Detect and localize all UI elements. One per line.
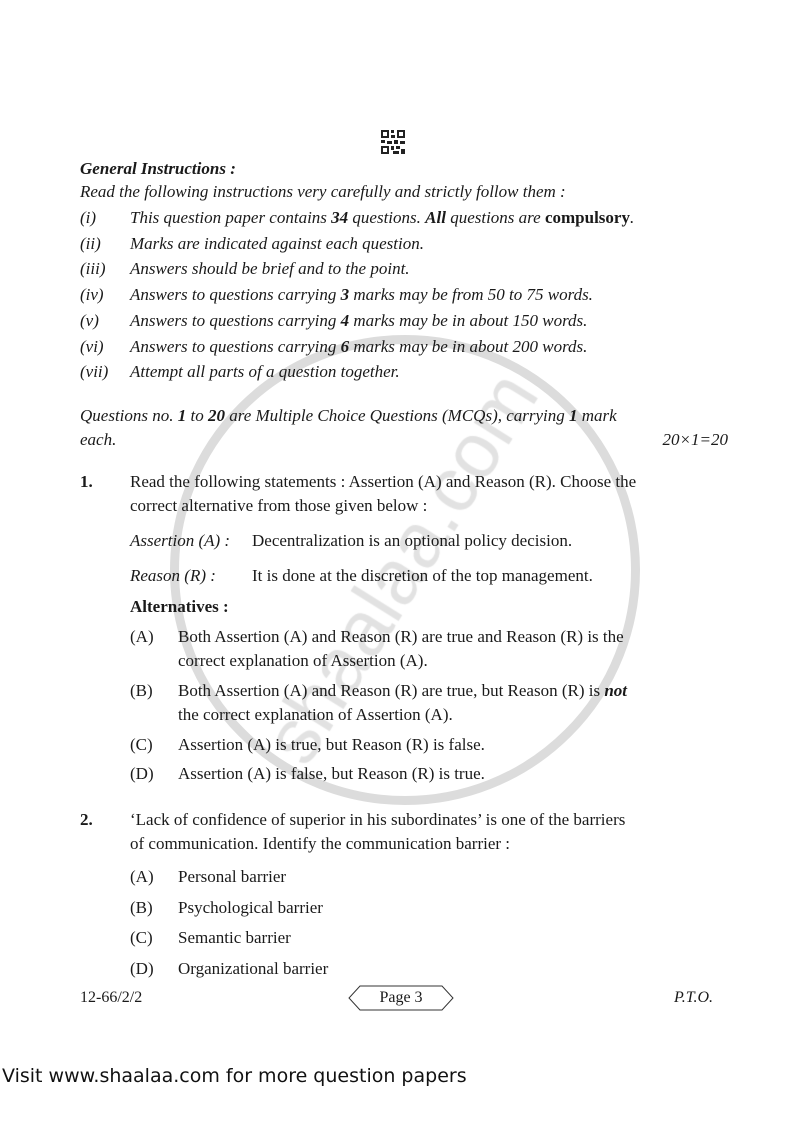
- option-text: Organizational barrier: [178, 959, 329, 978]
- option-text: Psychological barrier: [178, 898, 323, 917]
- pto-label: P.T.O.: [674, 989, 713, 1006]
- instructions-intro: Read the following instructions very carefully and strictly follow them :: [80, 182, 566, 201]
- item-text: Answers to questions carrying 6 marks may be in about 200 words.: [130, 337, 588, 356]
- option-label: (C): [130, 735, 153, 754]
- item-text: This question paper contains 34 questions. All questions are compulsory.: [130, 208, 635, 227]
- option-text: Assertion (A) is true, but Reason (R) is false.: [178, 735, 485, 754]
- item-text: Answers to questions carrying 3 marks may be from 50 to 75 words.: [130, 285, 593, 304]
- option-text: the correct explanation of Assertion (A).: [178, 705, 453, 724]
- option-text: correct explanation of Assertion (A).: [178, 651, 428, 670]
- item-number: (vii): [80, 362, 109, 381]
- option-label: (D): [130, 764, 154, 783]
- option-label: (A): [130, 627, 154, 646]
- item-text: Attempt all parts of a question together.: [130, 362, 400, 381]
- option-label: (D): [130, 959, 154, 978]
- option-text: Both Assertion (A) and Reason (R) are true and Reason (R) is the: [178, 627, 624, 646]
- option-label: (B): [130, 681, 153, 700]
- qr-code-icon: [381, 130, 405, 154]
- assertion-label: Assertion (A) :: [130, 531, 231, 550]
- reason-label: Reason (R) :: [130, 566, 216, 585]
- page-number: Page 3: [379, 989, 423, 1006]
- promo-banner: Visit www.shaalaa.com for more question papers: [2, 1065, 467, 1087]
- option-text: Both Assertion (A) and Reason (R) are true, but Reason (R) is not: [178, 681, 628, 700]
- option-label: (A): [130, 867, 154, 886]
- item-number: (v): [80, 311, 99, 330]
- item-number: (iii): [80, 259, 106, 278]
- item-text: Marks are indicated against each question.: [130, 234, 424, 253]
- option-label: (C): [130, 928, 153, 947]
- alternatives-label: Alternatives :: [130, 597, 229, 616]
- paper-code: 12-66/2/2: [80, 989, 143, 1006]
- instructions-heading: General Instructions :: [80, 159, 236, 178]
- question-text: of communication. Identify the communication barrier :: [130, 834, 511, 853]
- option-text: Semantic barrier: [178, 928, 291, 947]
- item-number: (iv): [80, 285, 104, 304]
- section-marks: 20×1=20: [662, 430, 728, 449]
- item-number: (i): [80, 208, 97, 227]
- item-number: (vi): [80, 337, 104, 356]
- question-number: 1.: [80, 472, 93, 491]
- question-text: correct alternative from those given below :: [130, 496, 428, 515]
- section-note: Questions no. 1 to 20 are Multiple Choice Questions (MCQs), carrying 1 mark: [80, 406, 617, 425]
- question-text: ‘Lack of confidence of superior in his subordinates’ is one of the barriers: [130, 810, 626, 829]
- item-number: (ii): [80, 234, 101, 253]
- assertion-text: Decentralization is an optional policy decision.: [252, 531, 573, 550]
- option-text: Assertion (A) is false, but Reason (R) is true.: [178, 764, 485, 783]
- section-note-cont: each.: [80, 430, 117, 449]
- reason-text: It is done at the discretion of the top management.: [252, 566, 593, 585]
- option-text: Personal barrier: [178, 867, 287, 886]
- option-label: (B): [130, 898, 153, 917]
- question-number: 2.: [80, 810, 93, 829]
- item-text: Answers to questions carrying 4 marks may be in about 150 words.: [130, 311, 588, 330]
- item-text: Answers should be brief and to the point.: [130, 259, 410, 278]
- question-text: Read the following statements : Assertion (A) and Reason (R). Choose the: [130, 472, 637, 491]
